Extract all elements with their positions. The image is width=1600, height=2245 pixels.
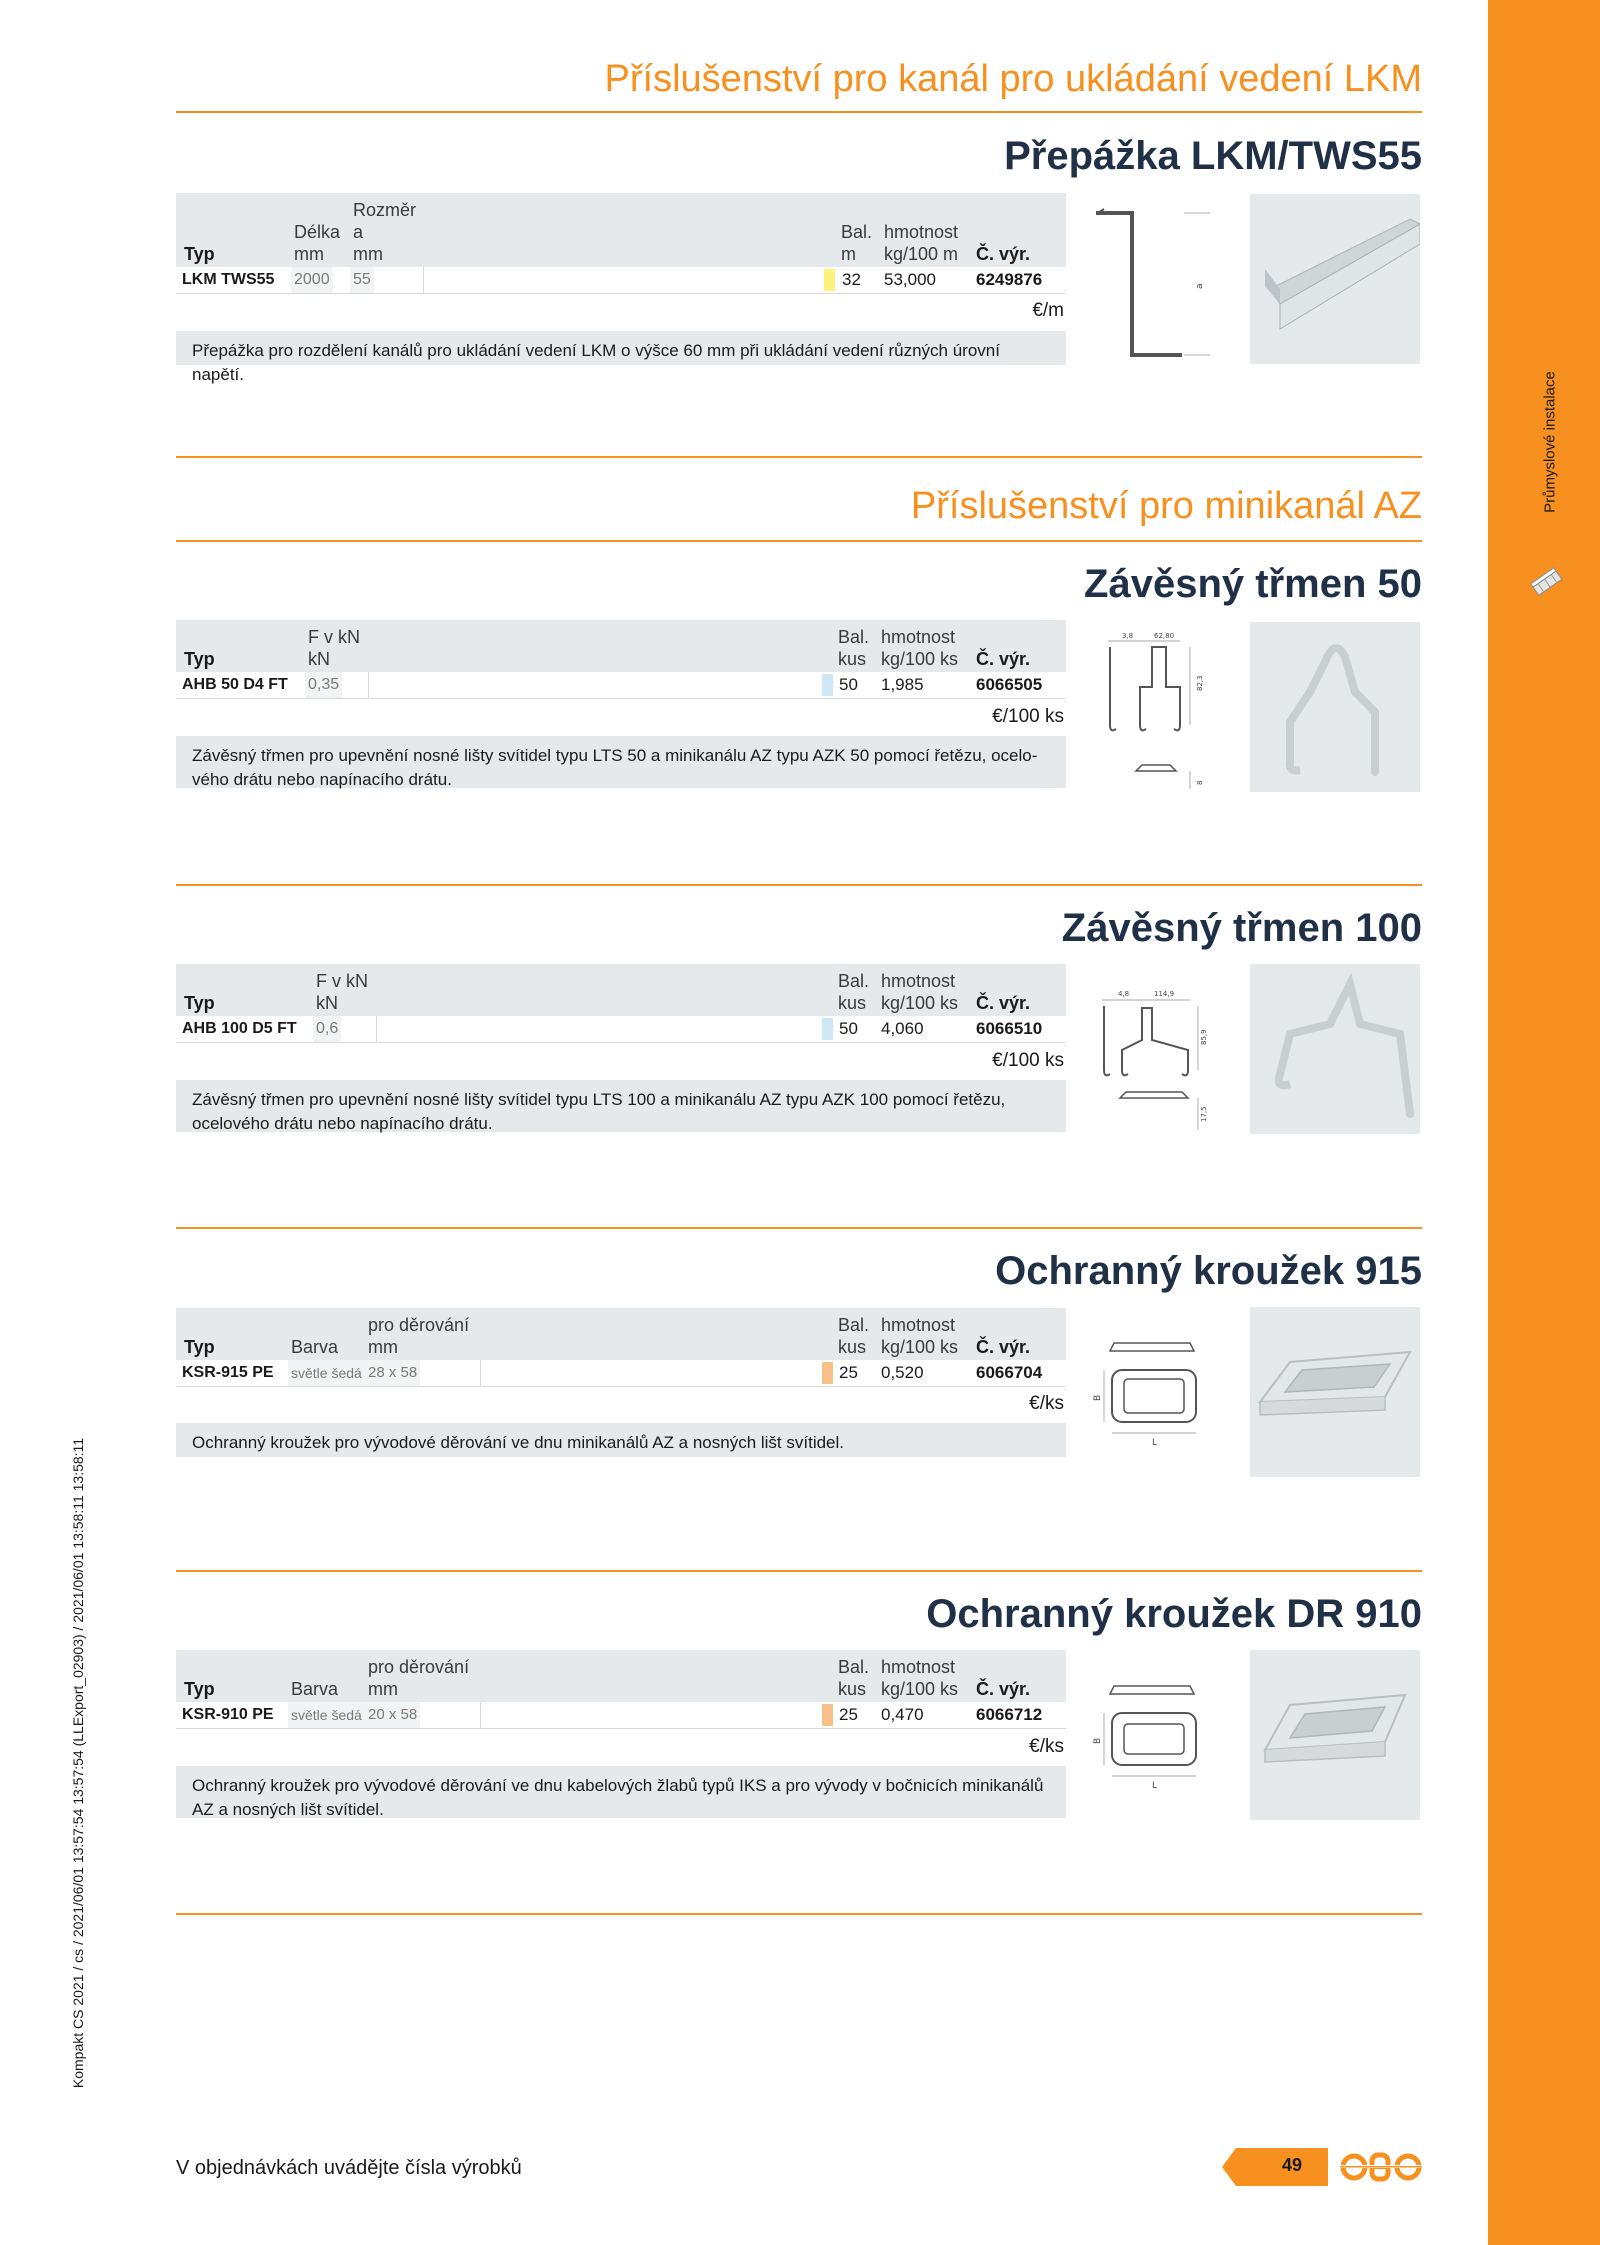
table-row — [176, 267, 1066, 294]
cell-hmotnost: 1,985 — [881, 675, 924, 694]
section-rule — [176, 1570, 1422, 1572]
col-header-cislo-vyrobku: Č. výr. — [976, 244, 1031, 264]
cell-typ: AHB 50 D4 FT — [182, 676, 288, 693]
col-header-pro-derovani-unit: mm — [368, 1679, 398, 1699]
svg-text:85,9: 85,9 — [1200, 1029, 1208, 1045]
cable-channel-icon — [1528, 560, 1568, 608]
price-group-swatch — [822, 1704, 833, 1726]
section-rule — [176, 456, 1422, 458]
col-header-hmotnost: hmotnost — [881, 627, 956, 647]
cell-typ: AHB 100 D5 FT — [182, 1020, 297, 1037]
product-photo-ksr-915 — [1250, 1307, 1420, 1477]
section-rule — [176, 884, 1422, 886]
col-header-pro-derovani: pro děrování — [368, 1657, 470, 1677]
col-header-cislo-vyrobku: Č. výr. — [976, 649, 1031, 669]
col-header-typ: Typ — [184, 1337, 215, 1357]
cell-pro-derovani: 20 x 58 — [365, 1702, 420, 1728]
cell-cislo-vyrobku: 6249876 — [976, 270, 1043, 289]
cell-bal: 32 — [842, 270, 861, 289]
price-unit: €/ks — [1029, 1393, 1064, 1414]
col-header-f: F v kN — [308, 627, 360, 647]
col-header-bal: Bal. — [838, 1315, 870, 1335]
product-photo-ahb-100 — [1250, 964, 1420, 1134]
ahb-100-technical-drawing — [1090, 970, 1210, 1140]
section-rule — [176, 1227, 1422, 1229]
cell-f: 0,35 — [305, 672, 342, 698]
col-header-delka-unit: mm — [294, 244, 324, 264]
col-header-hmotnost-unit: kg/100 ks — [881, 993, 959, 1013]
col-header-hmotnost: hmotnost — [884, 222, 959, 242]
col-header-f: F v kN — [316, 971, 368, 991]
col-header-cislo-vyrobku: Č. výr. — [976, 993, 1031, 1013]
product-photo-lkm-tws55 — [1250, 194, 1420, 364]
section-rule — [176, 1913, 1422, 1915]
section-title-az: Příslušenství pro minikanál AZ — [910, 485, 1422, 527]
table-row — [176, 672, 1066, 699]
price-group-swatch — [822, 1362, 833, 1384]
product-title-ochranny-krouzek-915: Ochranný kroužek 915 — [995, 1249, 1422, 1293]
col-header-hmotnost-unit: kg/100 m — [884, 244, 959, 264]
svg-text:8: 8 — [1196, 780, 1204, 785]
table-header — [176, 1650, 1066, 1702]
section-rule — [176, 111, 1422, 113]
col-header-cislo-vyrobku: Č. výr. — [976, 1679, 1031, 1699]
cell-cislo-vyrobku: 6066505 — [976, 675, 1043, 694]
product-table-ksr-910 — [176, 1650, 1066, 1729]
product-photo-ksr-910 — [1250, 1650, 1420, 1820]
col-header-f-unit: kN — [316, 993, 338, 1013]
col-header-bal-unit: kus — [838, 1337, 867, 1357]
svg-text:B: B — [1093, 1737, 1103, 1744]
ksr-915-technical-drawing — [1090, 1325, 1210, 1495]
col-header-pro-derovani-unit: mm — [368, 1337, 398, 1357]
product-table-ksr-915 — [176, 1308, 1066, 1387]
cell-cislo-vyrobku: 6066712 — [976, 1705, 1043, 1724]
cell-typ: KSR-910 PE — [182, 1706, 274, 1723]
side-tab-label: Průmyslové instalace — [1541, 371, 1559, 513]
lkm-tws55-technical-drawing — [1090, 195, 1210, 365]
col-header-hmotnost-unit: kg/100 ks — [881, 649, 959, 669]
col-header-hmotnost-unit: kg/100 ks — [881, 1679, 959, 1699]
col-header-pro-derovani: pro děrování — [368, 1315, 470, 1335]
col-header-delka: Délka — [294, 222, 341, 242]
col-header-typ: Typ — [184, 649, 215, 669]
product-description: Ochranný kroužek pro vývodové děrování ve dnu minikanálů AZ a nosných lišt svítidel. — [176, 1423, 1066, 1457]
cell-hmotnost: 53,000 — [884, 270, 936, 289]
table-header — [176, 620, 1066, 672]
price-group-swatch — [822, 674, 833, 696]
svg-text:82,3: 82,3 — [1196, 675, 1204, 691]
page-number: 49 — [1281, 2155, 1303, 2175]
cell-bal: 25 — [839, 1705, 858, 1724]
product-description: Závěsný třmen pro upevnění nosné lišty svítidel typu LTS 50 a minikanálu AZ typu AZK 50 pomocí řetězu, ocelo-vého drátu nebo napínacího drátu. — [176, 736, 1066, 788]
product-title-ochranny-krouzek-dr-910: Ochranný kroužek DR 910 — [926, 1592, 1422, 1636]
cell-typ: KSR-915 PE — [182, 1364, 274, 1381]
col-header-bal: Bal. — [838, 971, 870, 991]
ahb-50-technical-drawing — [1090, 625, 1210, 795]
side-tab-bar — [1488, 0, 1600, 2245]
product-description: Přepážka pro rozdělení kanálů pro ukládání vedení LKM o výšce 60 mm při ukládání vedení různých úrovní napětí. — [176, 331, 1066, 365]
cell-f: 0,6 — [313, 1016, 341, 1042]
product-title-zavesny-trmen-50: Závěsný třmen 50 — [1084, 562, 1422, 606]
obo-logo — [1340, 2150, 1422, 2184]
product-table-lkm-tws55 — [176, 193, 1066, 294]
col-header-bal-unit: m — [841, 244, 856, 264]
col-header-cislo-vyrobku: Č. výr. — [976, 1337, 1031, 1357]
col-header-barva: Barva — [291, 1679, 339, 1699]
cell-typ: LKM TWS55 — [182, 271, 275, 288]
table-row — [176, 1016, 1066, 1043]
table-header — [176, 193, 1066, 267]
product-photo-ahb-50 — [1250, 622, 1420, 792]
svg-text:62,80: 62,80 — [1154, 632, 1175, 640]
col-header-hmotnost: hmotnost — [881, 1315, 956, 1335]
svg-text:B: B — [1093, 1394, 1103, 1401]
document-metadata: Kompakt CS 2021 / cs / 2021/06/01 13:57:54 13:57:54 (LLExport_02903) / 2021/06/01 13:58:11 13:58:11 — [70, 1437, 86, 2089]
col-header-f-unit: kN — [308, 649, 330, 669]
price-group-swatch — [822, 1018, 833, 1040]
col-header-typ: Typ — [184, 993, 215, 1013]
cell-barva: světle šedá — [288, 1360, 365, 1386]
price-unit: €/m — [1032, 300, 1064, 321]
svg-text:4,8: 4,8 — [1118, 990, 1130, 998]
product-description: Ochranný kroužek pro vývodové děrování ve dnu kabelových žlabů typů IKS a pro vývody v bočnicích minikanálů AZ a nosných lišt svítidel. — [176, 1766, 1066, 1818]
col-header-bal-unit: kus — [838, 993, 867, 1013]
cell-rozmer: 55 — [350, 267, 374, 293]
cell-hmotnost: 0,470 — [881, 1705, 924, 1724]
svg-text:17,5: 17,5 — [1200, 1106, 1208, 1122]
col-header-bal: Bal. — [841, 222, 873, 242]
col-header-typ: Typ — [184, 244, 215, 264]
cell-bal: 25 — [839, 1363, 858, 1382]
price-group-swatch — [824, 269, 835, 291]
product-table-ahb-50 — [176, 620, 1066, 699]
table-row — [176, 1702, 1066, 1729]
col-header-barva: Barva — [291, 1337, 339, 1357]
table-row — [176, 1360, 1066, 1387]
col-header-hmotnost-unit: kg/100 ks — [881, 1337, 959, 1357]
col-header-typ: Typ — [184, 1679, 215, 1699]
col-header-rozmer: Rozměr — [353, 200, 417, 220]
cell-delka: 2000 — [291, 267, 333, 293]
dim-label-a: a — [1195, 283, 1205, 289]
cell-cislo-vyrobku: 6066704 — [976, 1363, 1043, 1382]
svg-text:3,8: 3,8 — [1122, 632, 1134, 640]
cell-hmotnost: 4,060 — [881, 1019, 924, 1038]
ksr-910-technical-drawing — [1090, 1668, 1210, 1838]
cell-bal: 50 — [839, 1019, 858, 1038]
product-table-ahb-100 — [176, 964, 1066, 1043]
col-header-bal: Bal. — [838, 1657, 870, 1677]
col-header-bal-unit: kus — [838, 1679, 867, 1699]
section-title-lkm: Příslušenství pro kanál pro ukládání vedení LKM — [604, 58, 1422, 100]
product-title-zavesny-trmen-100: Závěsný třmen 100 — [1061, 906, 1422, 950]
price-unit: €/ks — [1029, 1736, 1064, 1757]
product-description: Závěsný třmen pro upevnění nosné lišty svítidel typu LTS 100 a minikanálu AZ typu AZK 100 pomocí řetězu, ocelového drátu nebo napínacího drátu. — [176, 1080, 1066, 1132]
cell-cislo-vyrobku: 6066510 — [976, 1019, 1043, 1038]
svg-text:L: L — [1152, 1781, 1158, 1791]
table-header — [176, 1308, 1066, 1360]
price-unit: €/100 ks — [992, 1050, 1064, 1071]
cell-pro-derovani: 28 x 58 — [365, 1360, 420, 1386]
product-title-lkm-tws55: Přepážka LKM/TWS55 — [1004, 134, 1422, 178]
col-header-bal: Bal. — [838, 627, 870, 647]
cell-hmotnost: 0,520 — [881, 1363, 924, 1382]
col-header-rozmer-unit: mm — [353, 244, 383, 264]
cell-barva: světle šedá — [288, 1702, 365, 1728]
col-header-bal-unit: kus — [838, 649, 867, 669]
col-header-hmotnost: hmotnost — [881, 971, 956, 991]
svg-text:114,9: 114,9 — [1154, 990, 1175, 998]
cell-bal: 50 — [839, 675, 858, 694]
section-rule — [176, 540, 1422, 542]
price-unit: €/100 ks — [992, 706, 1064, 727]
footer-note: V objednávkách uvádějte čísla výrobků — [176, 2157, 522, 2179]
svg-text:L: L — [1152, 1438, 1158, 1448]
col-header-rozmer-a: a — [353, 222, 364, 242]
col-header-hmotnost: hmotnost — [881, 1657, 956, 1677]
table-header — [176, 964, 1066, 1016]
